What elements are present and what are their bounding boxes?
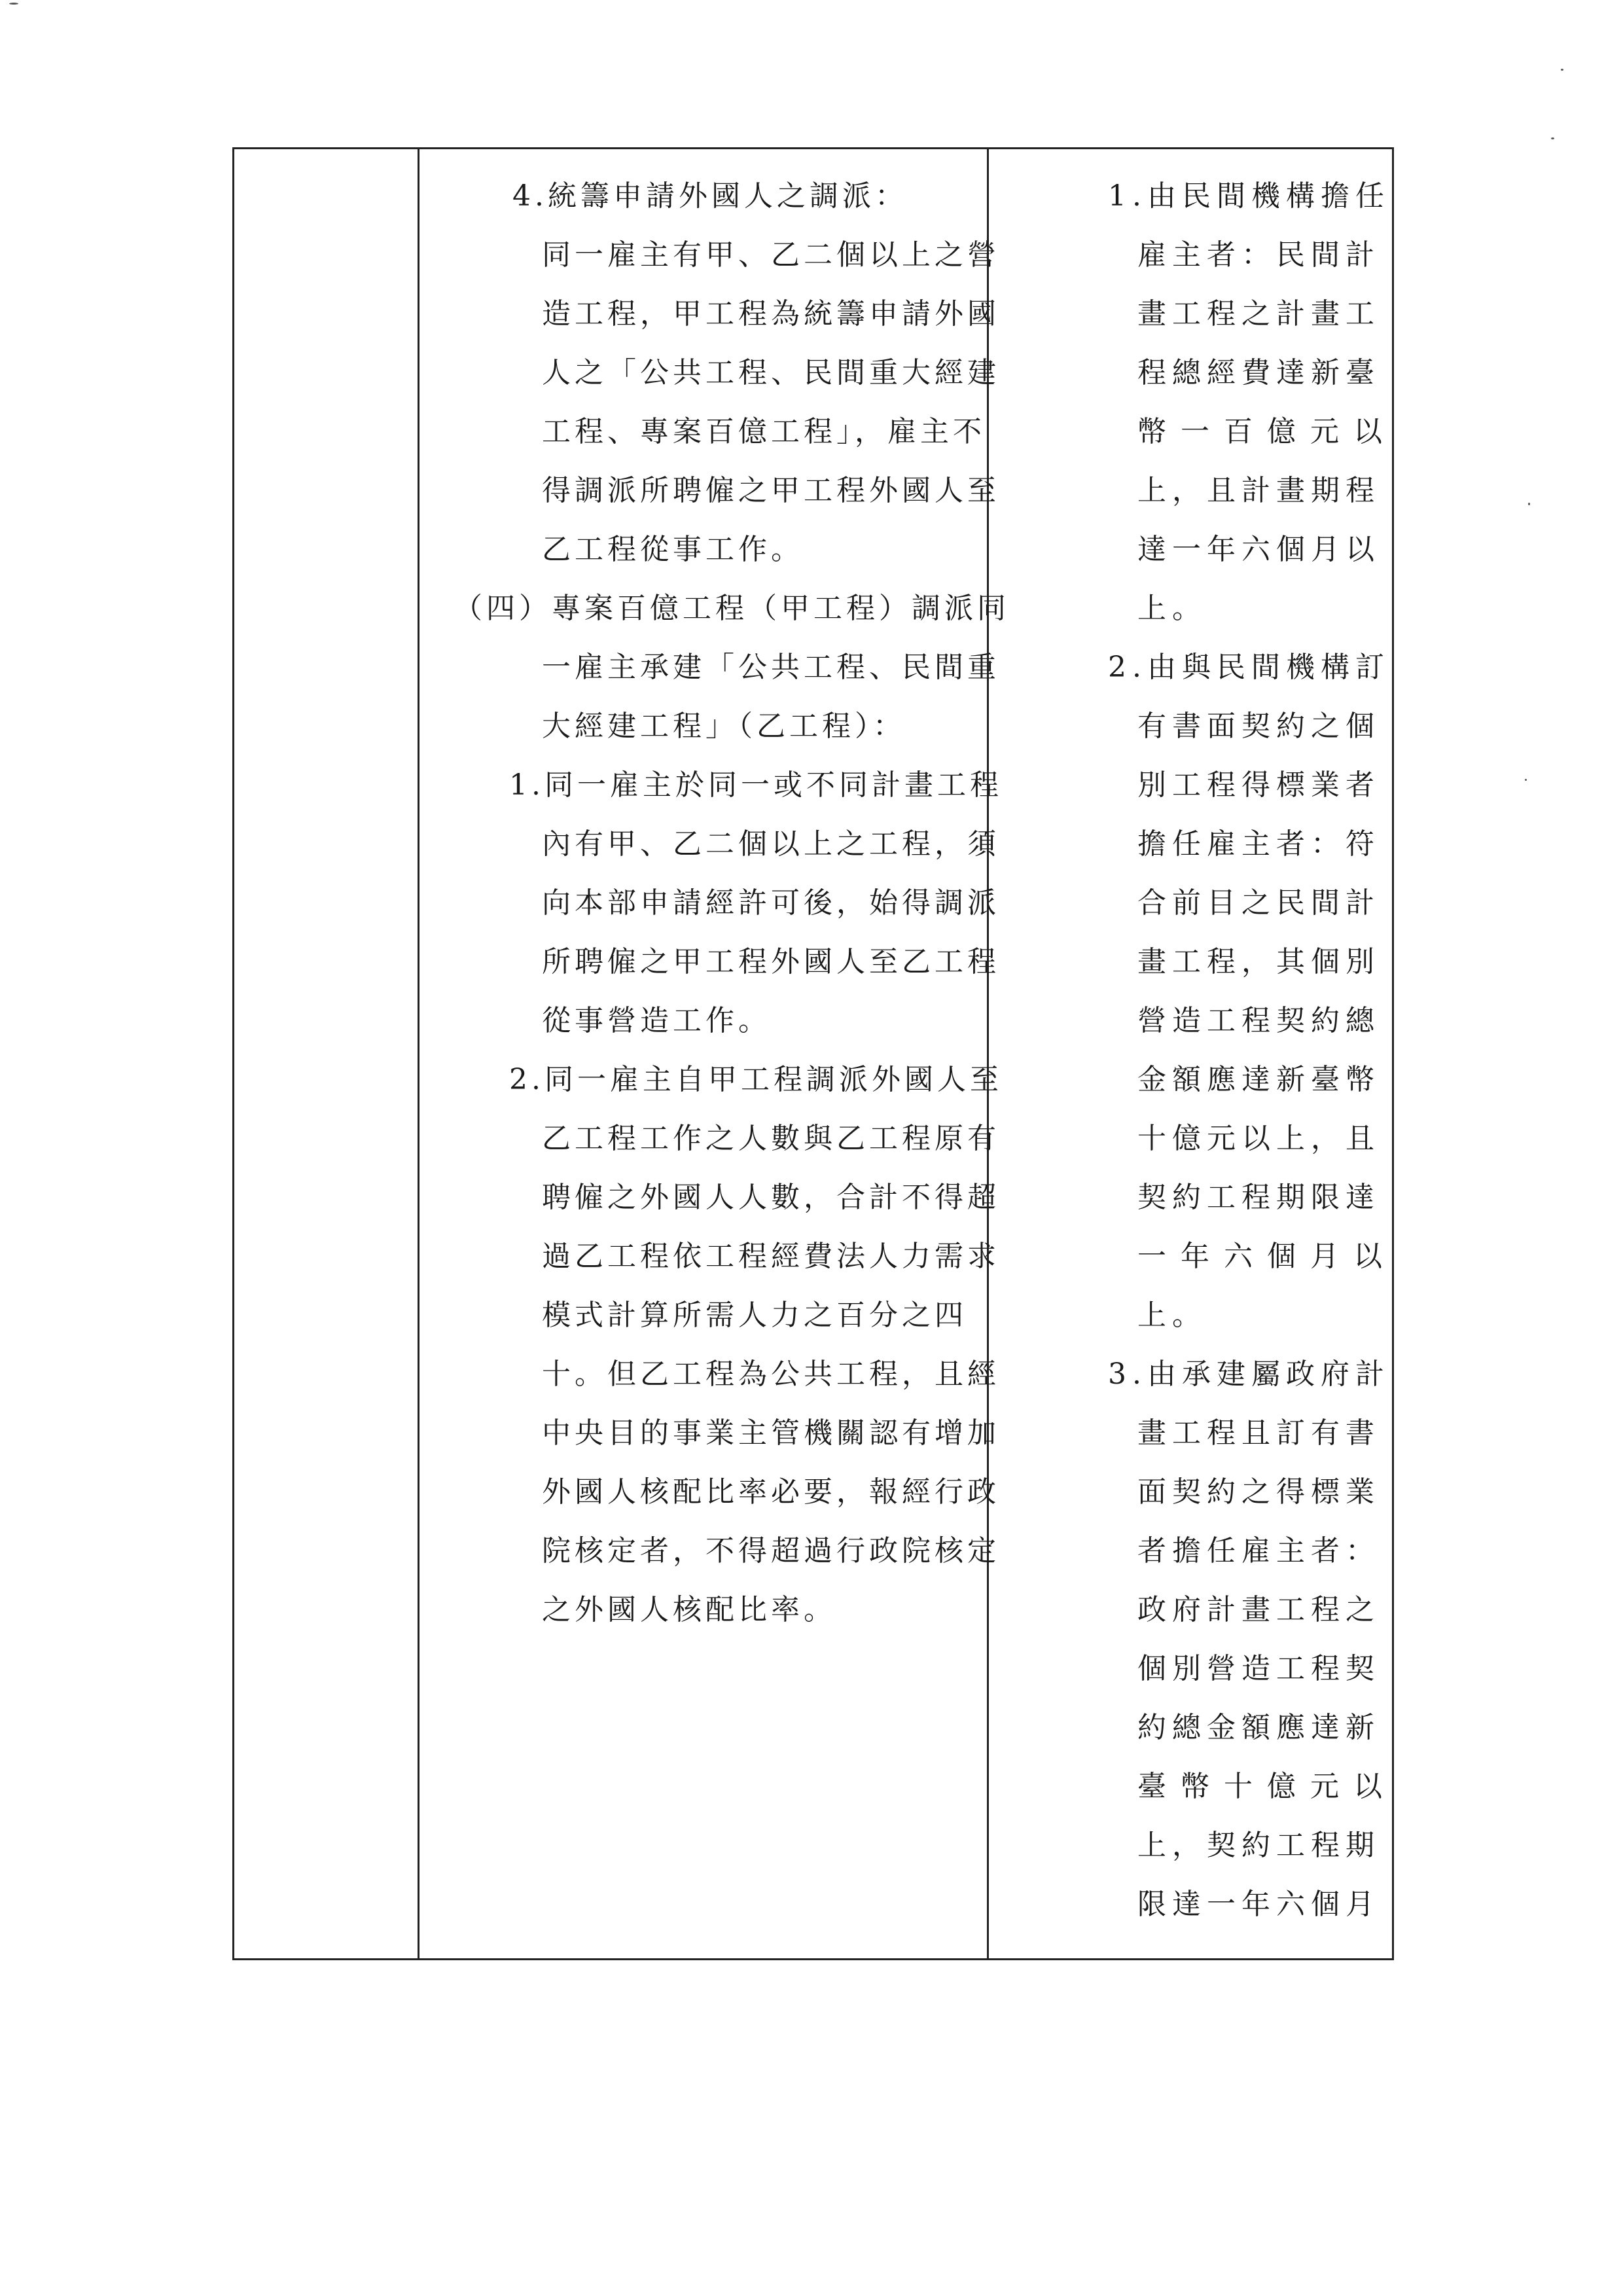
text-line: 畫工程之計畫工 — [1137, 297, 1380, 331]
text-line: 人之「公共工程、民間重大經建 — [542, 356, 1000, 389]
text-line: 造工程，甲工程為統籌申請外國 — [542, 297, 1000, 331]
scan-speck — [1551, 137, 1554, 139]
text-line: 4.統籌申請外國人之調派： — [512, 179, 908, 213]
text-line: 十。但乙工程為公共工程，且經 — [542, 1357, 1000, 1391]
text-line: 十億元以上，且 — [1137, 1122, 1380, 1155]
text-line: 者擔任雇主者： — [1137, 1534, 1380, 1568]
text-line: 模式計算所需人力之百分之四 — [542, 1299, 967, 1332]
scan-speck — [1525, 779, 1527, 781]
text-line: 聘僱之外國人人數，合計不得超 — [542, 1181, 1000, 1214]
text-line: 1.由民間機構擔任 — [1108, 179, 1390, 213]
text-line: 約總金額應達新 — [1137, 1711, 1380, 1744]
text-line: 院核定者，不得超過行政院核定 — [542, 1534, 1000, 1568]
text-line: 同一雇主有甲、乙二個以上之營 — [542, 238, 1000, 272]
text-line: 有書面契約之個 — [1137, 709, 1380, 743]
text-line: 上。 — [1137, 592, 1207, 625]
text-line: 得調派所聘僱之甲工程外國人至 — [542, 474, 1000, 507]
text-line: 3.由承建屬政府計 — [1108, 1357, 1390, 1391]
text-line: 之外國人核配比率。 — [542, 1593, 836, 1626]
text-line: 上，且計畫期程 — [1137, 474, 1380, 507]
text-line: 一雇主承建「公共工程、民間重 — [542, 651, 1000, 684]
scan-speck — [1528, 503, 1530, 505]
text-line: 程總經費達新臺 — [1137, 356, 1380, 389]
text-line: 營造工程契約總 — [1137, 1004, 1380, 1037]
text-line: 擔任雇主者：符 — [1137, 827, 1380, 861]
column-divider-left — [418, 149, 419, 1958]
text-line: 2.同一雇主自甲工程調派外國人至 — [509, 1063, 1003, 1096]
text-line: 一年六個月以 — [1137, 1240, 1397, 1273]
text-line: 工程、專案百億工程」，雇主不 — [542, 415, 986, 448]
text-line: 合前目之民間計 — [1137, 886, 1380, 920]
text-line: 上，契約工程期 — [1137, 1829, 1380, 1862]
text-line: 金額應達新臺幣 — [1137, 1063, 1380, 1096]
text-line: 限達一年六個月 — [1137, 1888, 1380, 1921]
text-line: 外國人核配比率必要，報經行政 — [542, 1475, 1000, 1509]
text-line: 面契約之得標業 — [1137, 1475, 1380, 1509]
column-divider-right — [987, 149, 989, 1958]
text-line: 契約工程期限達 — [1137, 1181, 1380, 1214]
text-line: 乙工程從事工作。 — [542, 533, 804, 566]
text-line: 別工程得標業者 — [1137, 768, 1380, 802]
text-line: 1.同一雇主於同一或不同計畫工程 — [509, 768, 1003, 802]
text-line: 向本部申請經許可後，始得調派 — [542, 886, 1000, 920]
text-line: 上。 — [1137, 1299, 1207, 1332]
text-line: 幣一百億元以 — [1137, 415, 1397, 448]
text-line: （四）專案百億工程（甲工程）調派同 — [454, 592, 1010, 625]
text-line: 達一年六個月以 — [1137, 533, 1380, 566]
text-line: 大經建工程」（乙工程）： — [542, 709, 906, 743]
text-line: 所聘僱之甲工程外國人至乙工程 — [542, 945, 1000, 978]
text-line: 雇主者：民間計 — [1137, 238, 1380, 272]
text-line: 臺幣十億元以 — [1137, 1770, 1397, 1803]
scan-speck — [1561, 69, 1563, 71]
text-line: 畫工程且訂有書 — [1137, 1416, 1380, 1450]
text-line: 中央目的事業主管機關認有增加 — [542, 1416, 1000, 1450]
text-line: 乙工程工作之人數與乙工程原有 — [542, 1122, 1000, 1155]
text-line: 政府計畫工程之 — [1137, 1593, 1380, 1626]
document-table — [232, 147, 1397, 1960]
text-line: 畫工程，其個別 — [1137, 945, 1380, 978]
text-line: 從事營造工作。 — [542, 1004, 771, 1037]
text-line: 過乙工程依工程經費法人力需求 — [542, 1240, 1000, 1273]
scan-speck — [9, 3, 18, 5]
text-line: 內有甲、乙二個以上之工程，須 — [542, 827, 1000, 861]
text-line: 2.由與民間機構訂 — [1108, 651, 1390, 684]
text-line: 個別營造工程契 — [1137, 1652, 1380, 1685]
